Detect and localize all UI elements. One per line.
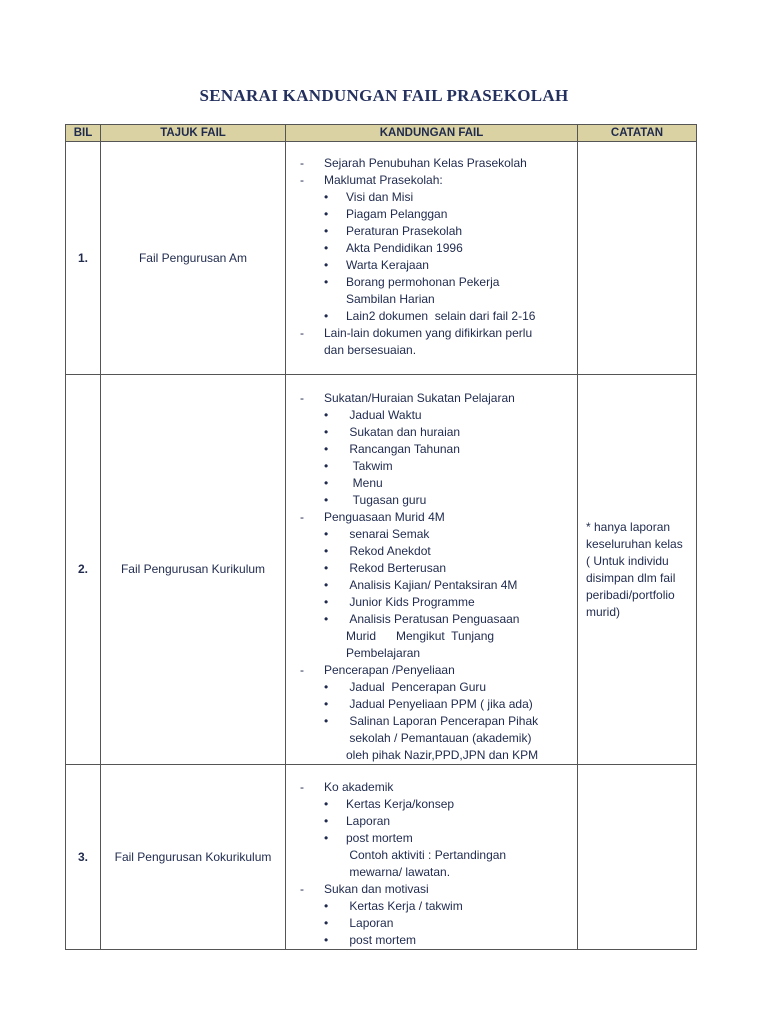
cell-bil: 1.: [66, 142, 101, 375]
dash-marker: -: [300, 882, 304, 896]
cell-tajuk-fail: Fail Pengurusan Kurikulum: [101, 375, 286, 765]
line-text: post mortem: [346, 831, 413, 845]
bullet-icon: •: [324, 493, 329, 507]
continuation-line: [300, 864, 569, 881]
line-text: post mortem: [346, 933, 417, 947]
cell-kandungan-fail: [286, 375, 578, 765]
bullet-icon: •: [324, 476, 329, 490]
line-text: Peraturan Prasekolah: [346, 224, 463, 238]
line-text: dan bersesuaian.: [324, 343, 417, 357]
continuation-line: [300, 645, 569, 662]
line-text: Lain2 dokumen selain dari fail 2-16: [346, 309, 536, 323]
dash-marker: -: [300, 780, 304, 794]
line-text: Akta Pendidikan 1996: [346, 241, 463, 255]
bullet-item: [300, 543, 569, 560]
bullet-icon: •: [324, 207, 329, 221]
continuation-line: [300, 730, 569, 747]
line-text: oleh pihak Nazir,PPD,JPN dan KPM: [346, 748, 539, 762]
bullet-icon: •: [324, 697, 329, 711]
line-text: Sukatan dan huraian: [346, 425, 461, 439]
line-text: Contoh aktiviti : Pertandingan: [346, 848, 507, 862]
cell-bil: 2.: [66, 375, 101, 765]
line-text: Kertas Kerja / takwim: [346, 899, 463, 913]
bullet-item: [300, 441, 569, 458]
list-item: [300, 155, 569, 172]
bullet-icon: •: [324, 224, 329, 238]
bullet-item: [300, 475, 569, 492]
header-bil: BIL: [66, 125, 101, 142]
dash-marker: -: [300, 173, 304, 187]
line-text: mewarna/ lawatan.: [346, 865, 451, 879]
list-item: [300, 662, 569, 679]
bullet-item: [300, 492, 569, 509]
line-text: Pencerapan /Penyeliaan: [324, 663, 455, 677]
bullet-icon: •: [324, 190, 329, 204]
bullet-icon: •: [324, 408, 329, 422]
dash-marker: -: [300, 663, 304, 677]
bullet-icon: •: [324, 797, 329, 811]
line-text: Ko akademik: [324, 780, 394, 794]
continuation-line: [300, 747, 569, 764]
line-text: Laporan: [346, 814, 391, 828]
continuation-line: [300, 847, 569, 864]
bullet-icon: •: [324, 425, 329, 439]
continuation-line: [300, 628, 569, 645]
line-text: Laporan: [346, 916, 394, 930]
line-text: Tugasan guru: [346, 493, 427, 507]
bullet-icon: •: [324, 933, 329, 947]
line-text: Jadual Penyeliaan PPM ( jika ada): [346, 697, 533, 711]
list-item: [300, 325, 569, 342]
bullet-item: [300, 526, 569, 543]
bullet-item: [300, 189, 569, 206]
line-text: Murid Mengikut Tunjang: [346, 629, 495, 643]
line-text: Penguasaan Murid 4M: [324, 510, 445, 524]
line-text: Sukatan/Huraian Sukatan Pelajaran: [324, 391, 515, 405]
cell-tajuk-fail: Fail Pengurusan Kokurikulum: [101, 765, 286, 950]
bullet-icon: •: [324, 916, 329, 930]
bullet-item: [300, 223, 569, 240]
bullet-item: [300, 560, 569, 577]
bullet-item: [300, 594, 569, 611]
bullet-icon: •: [324, 578, 329, 592]
bullet-item: [300, 240, 569, 257]
bullet-icon: •: [324, 241, 329, 255]
bullet-item: [300, 611, 569, 628]
cell-kandungan-fail: [286, 765, 578, 950]
table-row: [66, 765, 697, 950]
list-item: [300, 509, 569, 526]
bullet-item: [300, 308, 569, 325]
line-text: Kertas Kerja/konsep: [346, 797, 455, 811]
dash-marker: -: [300, 326, 304, 340]
line-text: Analisis Kajian/ Pentaksiran 4M: [346, 578, 518, 592]
bullet-item: [300, 696, 569, 713]
table-row: [66, 142, 697, 375]
line-text: sekolah / Pemantauan (akademik): [346, 731, 532, 745]
line-text: Jadual Pencerapan Guru: [346, 680, 487, 694]
dash-marker: -: [300, 156, 304, 170]
bullet-icon: •: [324, 258, 329, 272]
bullet-icon: •: [324, 899, 329, 913]
cell-kandungan-fail: [286, 142, 578, 375]
line-text: Takwim: [346, 459, 393, 473]
line-text: Rekod Berterusan: [346, 561, 447, 575]
list-item: [300, 172, 569, 189]
line-text: Sambilan Harian: [346, 292, 435, 306]
line-text: senarai Semak: [346, 527, 430, 541]
dash-marker: -: [300, 510, 304, 524]
bullet-item: [300, 407, 569, 424]
header-row: [66, 125, 697, 142]
bullet-icon: •: [324, 544, 329, 558]
bullet-icon: •: [324, 527, 329, 541]
continuation-line: [300, 291, 569, 308]
bullet-icon: •: [324, 714, 329, 728]
line-text: Analisis Peratusan Penguasaan: [346, 612, 520, 626]
line-text: Lain-lain dokumen yang difikirkan perlu: [324, 326, 533, 340]
bullet-item: [300, 796, 569, 813]
line-text: Rancangan Tahunan: [346, 442, 460, 456]
cell-catatan: [578, 142, 697, 375]
bullet-icon: •: [324, 612, 329, 626]
bullet-item: [300, 458, 569, 475]
bullet-item: [300, 915, 569, 932]
bullet-icon: •: [324, 595, 329, 609]
list-item: [300, 779, 569, 796]
bullet-item: [300, 932, 569, 949]
header-tajuk-fail: TAJUK FAIL: [101, 125, 286, 142]
bullet-item: [300, 257, 569, 274]
line-text: Sukan dan motivasi: [324, 882, 429, 896]
bullet-icon: •: [324, 561, 329, 575]
line-text: Sejarah Penubuhan Kelas Prasekolah: [324, 156, 527, 170]
cell-tajuk-fail: Fail Pengurusan Am: [101, 142, 286, 375]
line-text: Warta Kerajaan: [346, 258, 429, 272]
cell-catatan: [578, 765, 697, 950]
dash-marker: -: [300, 391, 304, 405]
bullet-icon: •: [324, 831, 329, 845]
bullet-icon: •: [324, 442, 329, 456]
bullet-item: [300, 274, 569, 291]
line-text: Visi dan Misi: [346, 190, 414, 204]
bullet-item: [300, 424, 569, 441]
cell-catatan: [578, 375, 697, 765]
line-text: Jadual Waktu: [346, 408, 422, 422]
line-text: Pembelajaran: [346, 646, 421, 660]
cell-bil: 3.: [66, 765, 101, 950]
line-text: Salinan Laporan Pencerapan Pihak: [346, 714, 539, 728]
header-kandungan-fail: KANDUNGAN FAIL: [286, 125, 578, 142]
line-text: Rekod Anekdot: [346, 544, 431, 558]
document-title: SENARAI KANDUNGAN FAIL PRASEKOLAH: [199, 86, 569, 105]
bullet-item: [300, 813, 569, 830]
bullet-icon: •: [324, 275, 329, 289]
bullet-item: [300, 577, 569, 594]
bullet-item: [300, 679, 569, 696]
line-text: Maklumat Prasekolah:: [324, 173, 443, 187]
bullet-item: [300, 713, 569, 730]
list-item: [300, 881, 569, 898]
line-text: Piagam Pelanggan: [346, 207, 448, 221]
header-catatan: CATATAN: [578, 125, 697, 142]
bullet-icon: •: [324, 680, 329, 694]
table-row: [66, 375, 697, 765]
bullet-icon: •: [324, 459, 329, 473]
continuation-line: [300, 342, 569, 359]
line-text: Menu: [346, 476, 383, 490]
bullet-item: [300, 206, 569, 223]
bullet-item: [300, 830, 569, 847]
bullet-icon: •: [324, 814, 329, 828]
catatan-text: * hanya laporan keseluruhan kelas ( Untuk individu disimpan dlm fail peribadi/portfolio murid): [586, 519, 683, 619]
line-text: Borang permohonan Pekerja: [346, 275, 500, 289]
line-text: Junior Kids Programme: [346, 595, 475, 609]
bullet-icon: •: [324, 309, 329, 323]
file-contents-table: [65, 124, 697, 950]
list-item: [300, 390, 569, 407]
bullet-item: [300, 898, 569, 915]
